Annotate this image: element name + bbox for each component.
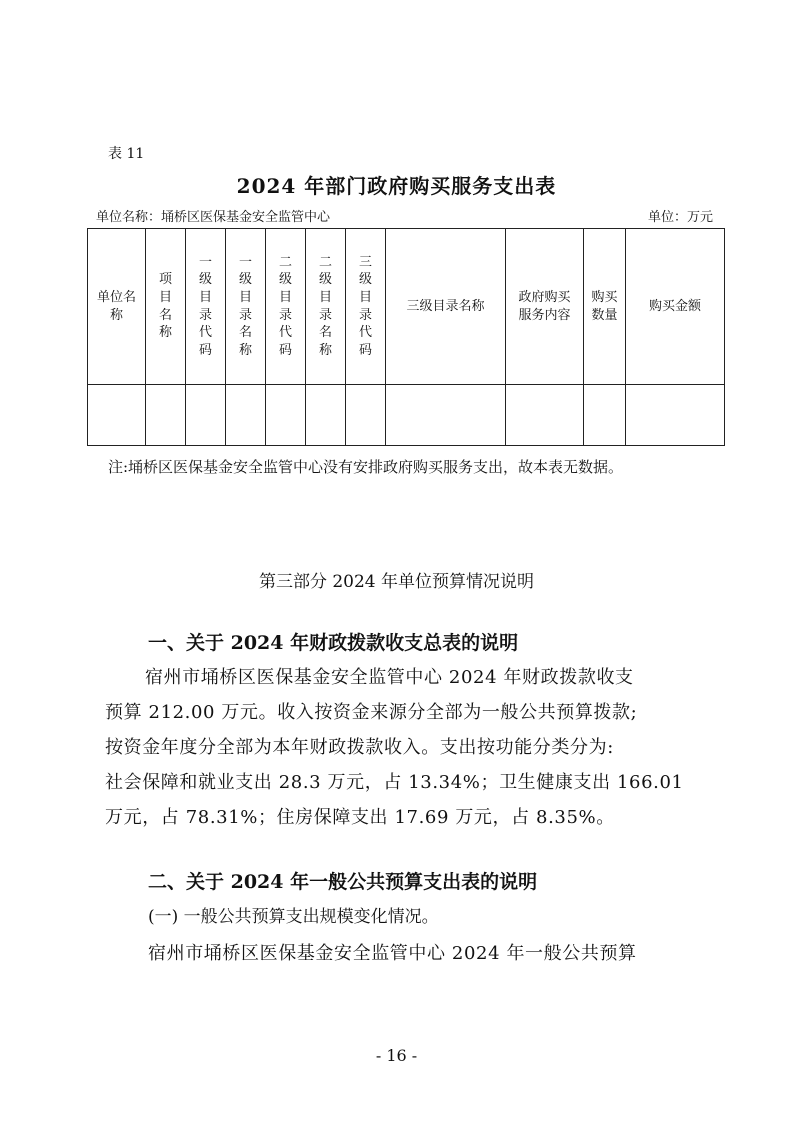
header-cell: 二级目录名称 [306,229,346,385]
header-cell: 一级目录代码 [186,229,226,385]
paragraph-line: 社会保障和就业支出 28.3 万元，占 13.34%；卫生健康支出 166.01 [105,772,684,793]
sub-heading-one: (一) 一般公共预算支出规模变化情况。 [148,907,439,927]
table-cell [506,385,584,446]
table-cell [266,385,306,446]
table-cell [346,385,386,446]
table-cell [186,385,226,446]
header-cell: 购买金额 [626,229,725,385]
paragraph-line: 万元，占 78.31%；住房保障支出 17.69 万元，占 8.35%。 [105,807,615,828]
unit-name: 单位名称：埇桥区医保基金安全监管中心 [96,210,331,225]
table-cell [626,385,725,446]
table-cell [306,385,346,446]
table-row [88,385,725,446]
table-cell [386,385,506,446]
table-cell [584,385,626,446]
paragraph-line: 预算 212.00 万元。收入按资金来源分全部为一般公共预算拨款; [105,702,638,723]
header-cell: 三级目录名称 [386,229,506,385]
header-cell: 二级目录代码 [266,229,306,385]
paragraph-one [105,660,705,835]
section-title: 第三部分 2024 年单位预算情况说明 [258,572,535,592]
table-label: 表 11 [108,146,145,162]
heading-two: 二、关于 2024 年一般公共预算支出表的说明 [148,871,538,893]
table-title: 2024 年部门政府购买服务支出表 [236,174,557,198]
header-cell: 单位名称 [88,229,146,385]
header-cell: 购买数量 [584,229,626,385]
paragraph-line: 按资金年度分全部为本年财政拨款收入。支出按功能分类分为: [105,737,614,758]
purchase-services-table [87,228,725,446]
page-number: - 16 - [375,1046,418,1065]
table-header-row [88,229,725,385]
header-cell: 政府购买服务内容 [506,229,584,385]
table-cell [226,385,266,446]
header-cell: 项目名称 [146,229,186,385]
paragraph-line: 宿州市埇桥区医保基金安全监管中心 2024 年财政拨款收支 [145,667,634,688]
table-note: 注:埇桥区医保基金安全监管中心没有安排政府购买服务支出，故本表无数据。 [108,458,624,476]
table-cell [88,385,146,446]
heading-one: 一、关于 2024 年财政拨款收支总表的说明 [148,632,519,654]
unit-label: 单位：万元 [648,210,714,225]
header-cell: 一级目录名称 [226,229,266,385]
table-cell [146,385,186,446]
paragraph-two: 宿州市埇桥区医保基金安全监管中心 2024 年一般公共预算 [148,943,637,964]
header-cell: 三级目录代码 [346,229,386,385]
